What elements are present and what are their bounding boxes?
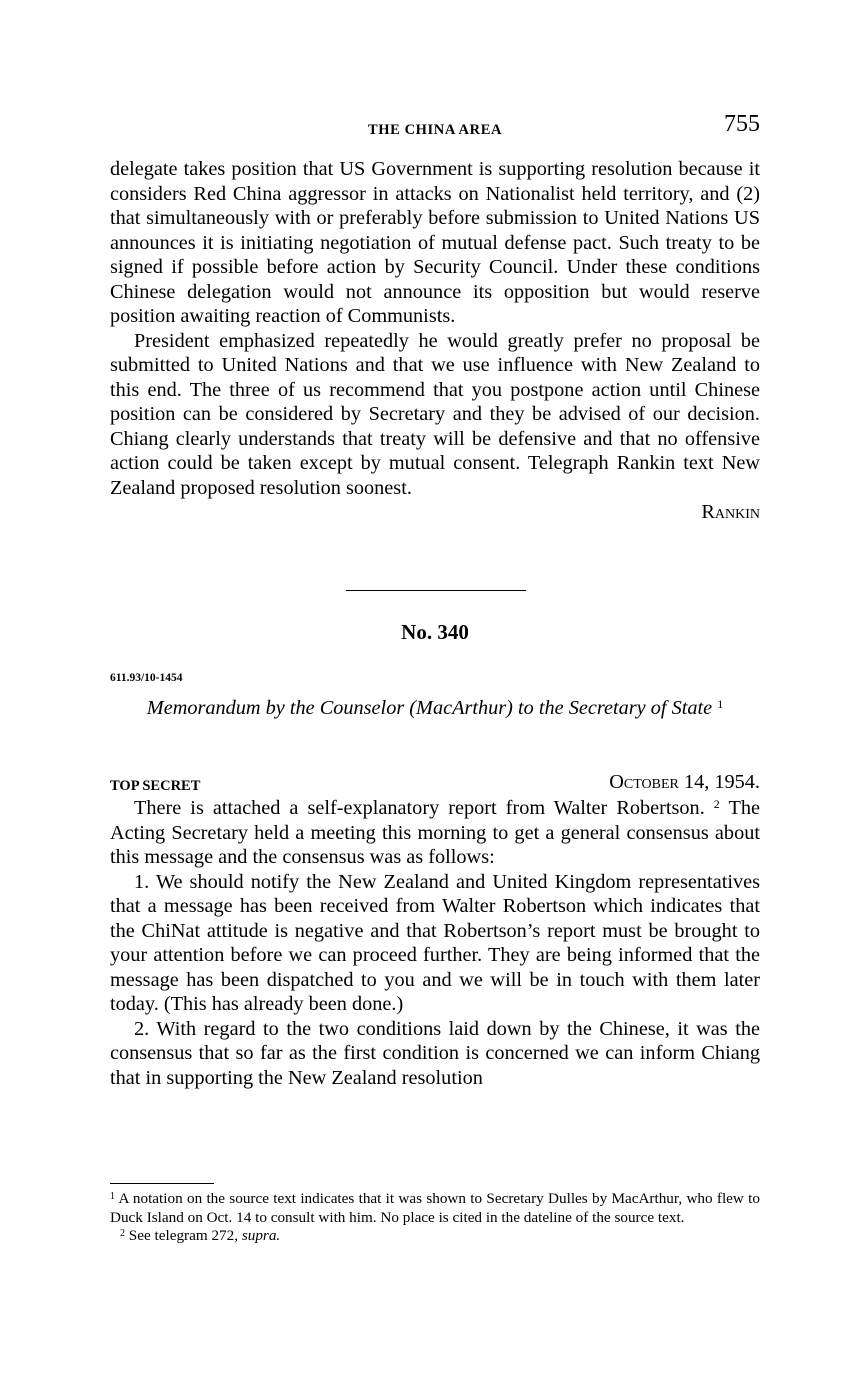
dateline bbox=[609, 770, 760, 795]
body-paragraph bbox=[110, 796, 760, 870]
footnote-reference: 2 bbox=[713, 797, 720, 811]
continuation-text bbox=[110, 157, 760, 525]
footnote bbox=[110, 1190, 760, 1227]
body-text: The Acting Secretary held a meeting this morning to get a general consensus about this message and the consensus was as follows: bbox=[110, 797, 760, 868]
continuation-paragraph: delegate takes position that US Government is supporting resolution because it considers Red China aggressor in attacks on Nationalist held territory, and (2) that simultaneously with or preferably before submission to United Nations US announces it is initiating negotiation of mutual defense pact. Such treaty to be signed if possible before action by Security Council. Under these conditions Chinese delegation would not announce its opposition but would reserve position awaiting reaction of Communists. bbox=[110, 158, 760, 327]
section-divider bbox=[346, 590, 526, 591]
footnotes bbox=[110, 1190, 760, 1246]
footnote-reference: 1 bbox=[717, 697, 724, 711]
continuation-paragraph: President emphasized repeatedly he would greatly prefer no proposal be submitted to United Nations and that we use influence with New Zealand to this end. The three of us recommend that you postpone action until Chinese position can be considered by Secretary and they be advised of our decision. Chiang clearly understands that treaty will be defensive and that no offensive action could be taken except by mutual consent. Telegraph Rankin text New Zealand proposed resolution soonest. bbox=[110, 329, 760, 499]
classification-label: TOP SECRET bbox=[110, 778, 201, 794]
running-title: THE CHINA AREA bbox=[367, 122, 503, 138]
body-paragraph: 2. With regard to the two conditions laid down by the Chinese, it was the consensus that so far as the first condition is concerned we can inform Chiang that in supporting the New Zealand resolution bbox=[110, 1017, 760, 1089]
document-number: No. 340 bbox=[401, 620, 469, 644]
date: October 14, 1954. bbox=[609, 771, 760, 793]
document-page bbox=[110, 0, 760, 1380]
body-paragraph: 1. We should notify the New Zealand and United Kingdom representatives that a message has been received from Walter Robertson which indicates that the ChiNat attitude is negative and that Robertson’s report must be brought to your attention before we can proceed further. They are being informed that the message has been dispatched to you and we will be in touch with them later today. (This has already been done.) bbox=[110, 870, 760, 1015]
footnote-text: A notation on the source text indicates that it was shown to Secretary Dulles by MacArthur, who flew to Duck Island on Oct. 14 to consult with him. No place is cited in the dateline of the source text. bbox=[110, 1190, 760, 1226]
footnote bbox=[110, 1227, 760, 1246]
footnote-text: See telegram 272, bbox=[128, 1227, 242, 1244]
footnote-italic-text: supra. bbox=[241, 1227, 281, 1244]
document-title-text: Memorandum by the Counselor (MacArthur) to the Secretary of State bbox=[146, 697, 713, 719]
file-reference: 611.93/10-1454 bbox=[110, 672, 183, 684]
body-text: There is attached a self-explanatory report from Walter Robertson. bbox=[134, 797, 705, 819]
memorandum-body bbox=[110, 796, 760, 1090]
signature: Rankin bbox=[701, 501, 760, 523]
footnote-mark: 2 bbox=[120, 1228, 125, 1239]
footnote-divider bbox=[110, 1183, 214, 1184]
running-header bbox=[110, 112, 760, 142]
page-number: 755 bbox=[724, 111, 760, 137]
document-title bbox=[110, 696, 760, 721]
footnote-mark: 1 bbox=[110, 1191, 115, 1202]
